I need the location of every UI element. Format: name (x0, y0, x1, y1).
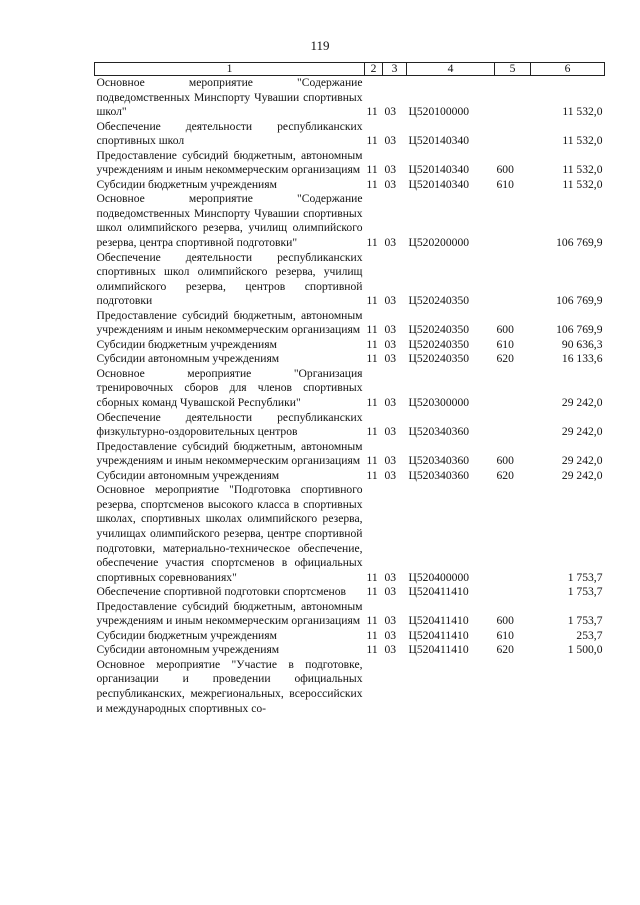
item-name: Основное мероприятие "Подготовка спортивного резерва, спортсменов высокого класса в спортивных школах, спортивных школах олимпийского резерва, училищах олимпийского резерва, центре спортивной подготовки, материально-техническое обеспечение, обеспечение участия спортсменов в официальных спортивных соревнованиях" (96, 483, 363, 584)
table-row (95, 600, 605, 629)
amount: 16 133,6 (561, 352, 603, 366)
table-row (95, 440, 605, 469)
item-name: Субсидии автономным учреждениям (96, 468, 280, 482)
target-article-code: Ц520411410 (408, 614, 469, 628)
amount: 106 769,9 (556, 323, 603, 337)
section-code: 11 (366, 425, 378, 439)
page-number: 119 (310, 38, 330, 53)
table-row (95, 483, 605, 585)
target-article-code: Ц520200000 (408, 236, 470, 250)
amount: 11 532,0 (562, 177, 603, 191)
item-name: Основное мероприятие "Содержание подведомственных Минспорту Чувашии спортивных школ олимпийского резерва, училищ олимпийского резерва, центра спортивной подготовки" (96, 192, 363, 250)
section-code: 11 (366, 294, 378, 308)
header-col-4: 4 (407, 63, 495, 76)
subsection-code: 03 (384, 163, 397, 177)
subsection-code: 03 (384, 614, 397, 628)
item-name: Субсидии бюджетным учреждениям (96, 337, 277, 351)
subsection-code: 03 (384, 105, 397, 119)
amount: 253,7 (576, 628, 603, 642)
table-row (95, 251, 605, 309)
target-article-code: Ц520411410 (408, 585, 469, 599)
subsection-code: 03 (384, 454, 397, 468)
expense-type-code (495, 367, 531, 411)
subsection-code: 03 (384, 570, 397, 584)
table-row (95, 658, 605, 716)
item-name: Предоставление субсидий бюджетным, автономным учреждениям и иным некоммерческим организациям (96, 308, 363, 337)
table-row (95, 367, 605, 411)
table-row (95, 352, 605, 367)
table-body (95, 76, 605, 717)
item-name: Обеспечение деятельности республиканских спортивных школ (96, 119, 363, 148)
item-name: Субсидии автономным учреждениям (96, 352, 280, 366)
expense-type-code: 610 (496, 628, 514, 642)
subsection-code (383, 658, 407, 716)
subsection-code: 03 (384, 177, 397, 191)
item-name: Обеспечение спортивной подготовки спортсменов (96, 585, 347, 599)
expense-type-code (495, 120, 531, 149)
expense-type-code: 600 (496, 323, 514, 337)
budget-table (94, 62, 605, 716)
amount: 106 769,9 (556, 294, 603, 308)
table-row (95, 149, 605, 178)
table-row (95, 178, 605, 193)
item-name: Предоставление субсидий бюджетным, автономным учреждениям и иным некоммерческим организациям (96, 148, 363, 177)
table-row (95, 76, 605, 120)
section-code: 11 (366, 614, 378, 628)
subsection-code: 03 (384, 352, 397, 366)
section-code: 11 (366, 585, 378, 599)
expense-type-code: 600 (496, 614, 514, 628)
expense-type-code: 610 (496, 337, 514, 351)
target-article-code: Ц520140340 (408, 134, 470, 148)
subsection-code: 03 (384, 396, 397, 410)
section-code: 11 (366, 570, 378, 584)
amount: 29 242,0 (561, 454, 603, 468)
amount: 1 753,7 (567, 570, 603, 584)
target-article-code: Ц520300000 (408, 396, 470, 410)
amount: 29 242,0 (561, 396, 603, 410)
item-name: Субсидии автономным учреждениям (96, 643, 280, 657)
subsection-code: 03 (384, 585, 397, 599)
item-name: Предоставление субсидий бюджетным, автономным учреждениям и иным некоммерческим организациям (96, 439, 363, 468)
section-code: 11 (366, 643, 378, 657)
expense-type-code: 620 (496, 352, 514, 366)
section-code: 11 (366, 628, 378, 642)
section-code: 11 (366, 454, 378, 468)
target-article-code: Ц520340360 (408, 454, 470, 468)
table-row (95, 192, 605, 250)
target-article-code: Ц520140340 (408, 177, 470, 191)
expense-type-code: 600 (496, 163, 514, 177)
section-code: 11 (366, 337, 378, 351)
table-row (95, 309, 605, 338)
table-row (95, 585, 605, 600)
table-row (95, 469, 605, 484)
expense-type-code (495, 411, 531, 440)
header-col-1: 1 (95, 63, 365, 76)
table-row (95, 120, 605, 149)
target-article-code: Ц520240350 (408, 352, 470, 366)
subsection-code: 03 (384, 337, 397, 351)
amount: 11 532,0 (562, 105, 603, 119)
expense-type-code (495, 192, 531, 250)
table-row (95, 643, 605, 658)
section-code: 11 (366, 163, 378, 177)
target-article-code: Ц520340360 (408, 425, 470, 439)
expense-type-code: 620 (496, 643, 514, 657)
item-name: Обеспечение деятельности республиканских физкультурно-оздоровительных центров (96, 410, 363, 439)
item-name: Основное мероприятие "Содержание подведомственных Минспорту Чувашии спортивных школ" (96, 76, 363, 119)
item-name: Обеспечение деятельности республиканских спортивных школ олимпийского резерва, училищ олимпийского резерва, центров спортивной подготовки (96, 250, 363, 308)
table-row (95, 629, 605, 644)
section-code: 11 (366, 134, 378, 148)
subsection-code: 03 (384, 236, 397, 250)
amount: 90 636,3 (561, 337, 603, 351)
subsection-code: 03 (384, 425, 397, 439)
target-article-code: Ц520240350 (408, 294, 470, 308)
expense-type-code: 620 (496, 468, 514, 482)
target-article-code: Ц520340360 (408, 468, 470, 482)
target-article-code: Ц520400000 (408, 570, 470, 584)
section-code: 11 (366, 352, 378, 366)
header-col-5: 5 (495, 63, 531, 76)
expense-type-code: 610 (496, 177, 514, 191)
subsection-code: 03 (384, 323, 397, 337)
item-name: Основное мероприятие "Организация тренировочных сборов для членов спортивных сборных команд Чувашской Республики" (96, 366, 363, 410)
subsection-code: 03 (384, 134, 397, 148)
section-code: 11 (366, 468, 378, 482)
section-code: 11 (366, 323, 378, 337)
subsection-code: 03 (384, 628, 397, 642)
target-article-code: Ц520240350 (408, 323, 470, 337)
table-row (95, 411, 605, 440)
item-name: Предоставление субсидий бюджетным, автономным учреждениям и иным некоммерческим организациям (96, 599, 363, 628)
item-name: Субсидии бюджетным учреждениям (96, 628, 277, 642)
expense-type-code (495, 585, 531, 600)
header-col-6: 6 (531, 63, 605, 76)
target-article-code (407, 658, 495, 716)
amount: 11 532,0 (562, 134, 603, 148)
amount: 106 769,9 (556, 236, 603, 250)
expense-type-code (495, 251, 531, 309)
expense-type-code: 600 (496, 454, 514, 468)
target-article-code: Ц520100000 (408, 105, 470, 119)
target-article-code: Ц520411410 (408, 628, 469, 642)
section-code: 11 (366, 396, 378, 410)
item-name: Основное мероприятие "Участие в подготовке, организации и проведении официальных республиканских, межрегиональных, всероссийских и международных спортивных со- (96, 657, 363, 715)
section-code: 11 (366, 236, 378, 250)
section-code: 11 (366, 177, 378, 191)
target-article-code: Ц520411410 (408, 643, 469, 657)
table-row (95, 338, 605, 353)
subsection-code: 03 (384, 294, 397, 308)
section-code (365, 658, 383, 716)
subsection-code: 03 (384, 468, 397, 482)
section-code: 11 (366, 105, 378, 119)
expense-type-code (495, 483, 531, 585)
header-col-3: 3 (383, 63, 407, 76)
amount: 29 242,0 (561, 425, 603, 439)
expense-type-code (495, 658, 531, 716)
subsection-code: 03 (384, 643, 397, 657)
amount: 1 753,7 (567, 614, 603, 628)
target-article-code: Ц520240350 (408, 337, 470, 351)
expense-type-code (495, 76, 531, 120)
amount: 1 500,0 (567, 643, 603, 657)
amount: 11 532,0 (562, 163, 603, 177)
amount (531, 658, 605, 716)
table-header (95, 63, 605, 76)
target-article-code: Ц520140340 (408, 163, 470, 177)
header-col-2: 2 (365, 63, 383, 76)
amount: 1 753,7 (567, 585, 603, 599)
amount: 29 242,0 (561, 468, 603, 482)
item-name: Субсидии бюджетным учреждениям (96, 177, 277, 191)
